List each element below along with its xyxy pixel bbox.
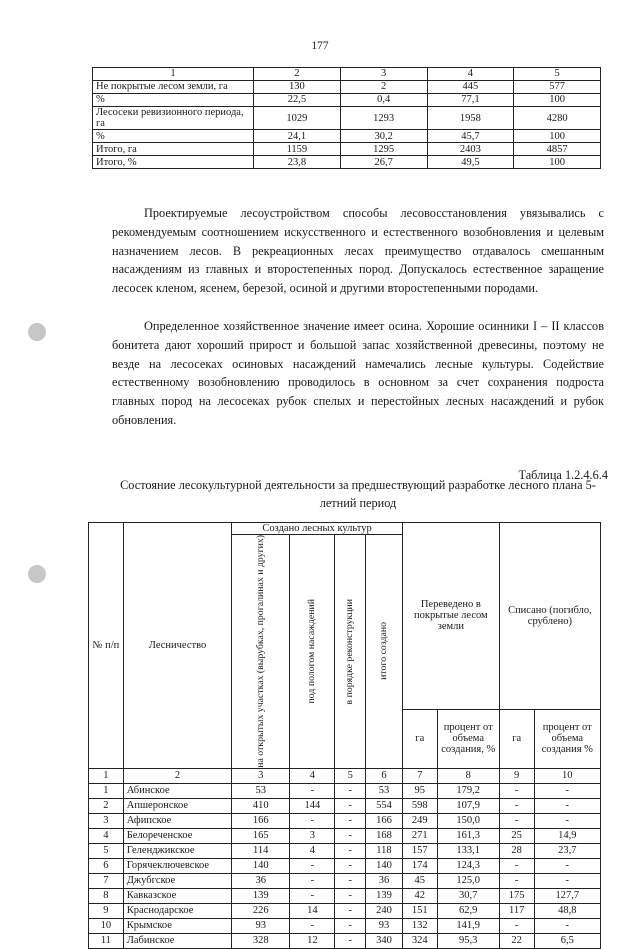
- table-row: [93, 94, 601, 107]
- table-cell: 175: [499, 888, 534, 903]
- table-cell: 36: [232, 873, 290, 888]
- header-total-created: итого создано: [366, 535, 403, 769]
- table-cell: 12: [290, 933, 335, 948]
- table-cell: -: [335, 933, 366, 948]
- table-cell: 133,1: [437, 843, 499, 858]
- table-cell: 127,7: [534, 888, 600, 903]
- table-cell: 95: [402, 783, 437, 798]
- table-cell: 165: [232, 828, 290, 843]
- header-percent2: процент от объема создания %: [534, 709, 600, 768]
- table-cell: 3: [340, 68, 427, 81]
- table-cell: Белореченское: [123, 828, 232, 843]
- table-cell: 8: [89, 888, 124, 903]
- table-cell: 22,5: [254, 94, 341, 107]
- table-cell: 95,3: [437, 933, 499, 948]
- table-cell: -: [534, 783, 600, 798]
- table-cell: 577: [514, 81, 601, 94]
- table-cell: 168: [366, 828, 403, 843]
- table-cell: 53: [232, 783, 290, 798]
- table-title: Состояние лесокультурной деятельности за предшествующий разработке лесного плана 5-летний период: [120, 478, 596, 510]
- table-cell: 445: [427, 81, 514, 94]
- table-cell: 150,0: [437, 813, 499, 828]
- table-cell: 0,4: [340, 94, 427, 107]
- table-cell: 93: [232, 918, 290, 933]
- table-cell: -: [499, 798, 534, 813]
- top-table: [92, 67, 601, 169]
- table-cell: -: [290, 783, 335, 798]
- table-cell: 1958: [427, 107, 514, 130]
- table-cell: -: [534, 873, 600, 888]
- table-cell: -: [335, 783, 366, 798]
- table-cell: 4: [427, 68, 514, 81]
- table-cell: 28: [499, 843, 534, 858]
- table-cell: -: [290, 858, 335, 873]
- table-cell: 2: [89, 798, 124, 813]
- table-row: [89, 843, 601, 858]
- table-cell: -: [499, 858, 534, 873]
- table-cell: -: [290, 888, 335, 903]
- table-cell: -: [499, 918, 534, 933]
- table-cell: Краснодарское: [123, 903, 232, 918]
- table-row: [89, 783, 601, 798]
- table-cell: Крымское: [123, 918, 232, 933]
- table-cell: 140: [366, 858, 403, 873]
- table-cell: -: [335, 858, 366, 873]
- table-cell: 598: [402, 798, 437, 813]
- table-cell: 100: [514, 130, 601, 143]
- table-cell: -: [499, 783, 534, 798]
- table-cell: -: [534, 918, 600, 933]
- paragraph: [112, 204, 604, 298]
- table-cell: 140: [232, 858, 290, 873]
- table-cell: 10: [89, 918, 124, 933]
- table-cell: 48,8: [534, 903, 600, 918]
- table-cell: 226: [232, 903, 290, 918]
- table-cell: Джубгское: [123, 873, 232, 888]
- header-num: № п/п: [89, 523, 124, 769]
- table-cell: -: [290, 918, 335, 933]
- table-cell: 161,3: [437, 828, 499, 843]
- table-cell: 3: [89, 813, 124, 828]
- table-cell: 144: [290, 798, 335, 813]
- header-written-off: Списано (погибло, срублено): [499, 523, 600, 710]
- table-cell: 249: [402, 813, 437, 828]
- table-cell: 100: [514, 94, 601, 107]
- table-cell: 45,7: [427, 130, 514, 143]
- column-number: 2: [123, 768, 232, 783]
- table-cell: 179,2: [437, 783, 499, 798]
- table-cell: -: [290, 873, 335, 888]
- header-ha: га: [402, 709, 437, 768]
- table-cell: 11: [89, 933, 124, 948]
- table-cell: 5: [89, 843, 124, 858]
- table-cell: Горячеключевское: [123, 858, 232, 873]
- header-ha2: га: [499, 709, 534, 768]
- table-cell: -: [335, 873, 366, 888]
- table-cell: 132: [402, 918, 437, 933]
- table-row: [93, 107, 601, 130]
- table-cell: 45: [402, 873, 437, 888]
- table-cell: 151: [402, 903, 437, 918]
- table-cell: -: [290, 813, 335, 828]
- table-cell: 4: [89, 828, 124, 843]
- table-cell: Апшеронское: [123, 798, 232, 813]
- table-cell: 23,7: [534, 843, 600, 858]
- table-cell: 2403: [427, 143, 514, 156]
- table-cell: 30,7: [437, 888, 499, 903]
- table-cell: 36: [366, 873, 403, 888]
- table-cell: Не покрытые лесом земли, га: [93, 81, 254, 94]
- table-cell: -: [499, 873, 534, 888]
- table-cell: Абинское: [123, 783, 232, 798]
- header-percent: процент от объема создания, %: [437, 709, 499, 768]
- column-number: 5: [335, 768, 366, 783]
- table-cell: 130: [254, 81, 341, 94]
- table-row: [89, 798, 601, 813]
- table-cell: 174: [402, 858, 437, 873]
- table-cell: 24,1: [254, 130, 341, 143]
- table-cell: 5: [514, 68, 601, 81]
- table-cell: -: [335, 813, 366, 828]
- column-number: 1: [89, 768, 124, 783]
- table-cell: 139: [366, 888, 403, 903]
- table-cell: 117: [499, 903, 534, 918]
- table-cell: Итого, %: [93, 156, 254, 169]
- table-cell: Геленджикское: [123, 843, 232, 858]
- table-cell: 53: [366, 783, 403, 798]
- table-cell: 1293: [340, 107, 427, 130]
- table-row: [89, 813, 601, 828]
- table-cell: 77,1: [427, 94, 514, 107]
- table-row: [89, 918, 601, 933]
- table-cell: 7: [89, 873, 124, 888]
- table-cell: 25: [499, 828, 534, 843]
- table-cell: Лабинское: [123, 933, 232, 948]
- header-created: Создано лесных культур: [232, 523, 403, 535]
- table-cell: 2: [340, 81, 427, 94]
- table-cell: 124,3: [437, 858, 499, 873]
- table-cell: 554: [366, 798, 403, 813]
- table-cell: 1029: [254, 107, 341, 130]
- table-cell: 139: [232, 888, 290, 903]
- table-row: [93, 156, 601, 169]
- table-row: [89, 828, 601, 843]
- table-label: Таблица 1.2.4.6.4: [518, 468, 608, 482]
- paragraph: [112, 317, 604, 430]
- column-number: 9: [499, 768, 534, 783]
- table-cell: 23,8: [254, 156, 341, 169]
- binder-hole-top: [28, 323, 46, 341]
- table-cell: -: [335, 903, 366, 918]
- table-cell: 30,2: [340, 130, 427, 143]
- table-row: [93, 143, 601, 156]
- table-cell: 22: [499, 933, 534, 948]
- table-cell: -: [335, 828, 366, 843]
- table-row: [89, 873, 601, 888]
- table-cell: 166: [232, 813, 290, 828]
- table-cell: 114: [232, 843, 290, 858]
- table-row: [93, 81, 601, 94]
- table-cell: -: [335, 798, 366, 813]
- column-number: 4: [290, 768, 335, 783]
- table-row: [93, 130, 601, 143]
- table-cell: 6: [89, 858, 124, 873]
- paragraph-text: Определенное хозяйственное значение имеет осина. Хорошие осинники I – II классов бонитета дают хороший прирост и большой запас хозяйственной древесины, поэтому не везде на лесосеках осиновых насаждений намечались лесные культуры. Содействие естественному возобновлению проводилось в основном за счет сохранения подроста главных пород на лесосеках рубок спелых и перестойных лесных насаждений и рубок обновления.: [112, 319, 604, 427]
- table-cell: 49,5: [427, 156, 514, 169]
- table-cell: 1: [89, 783, 124, 798]
- table-cell: 6,5: [534, 933, 600, 948]
- table-cell: 4: [290, 843, 335, 858]
- table-cell: 324: [402, 933, 437, 948]
- table-row: [89, 903, 601, 918]
- header-open: на открытых участках (вырубках, прогалинах и других): [232, 535, 290, 769]
- table-cell: -: [335, 888, 366, 903]
- header-forestry: Лесничество: [123, 523, 232, 769]
- column-number: 10: [534, 768, 600, 783]
- page-number: 177: [311, 40, 329, 52]
- table-cell: 1295: [340, 143, 427, 156]
- table-cell: -: [499, 813, 534, 828]
- table-cell: 1159: [254, 143, 341, 156]
- table-cell: 4280: [514, 107, 601, 130]
- table-cell: 125,0: [437, 873, 499, 888]
- table-cell: 3: [290, 828, 335, 843]
- table-row: [89, 888, 601, 903]
- table-cell: 100: [514, 156, 601, 169]
- column-number: 3: [232, 768, 290, 783]
- table-row: [89, 933, 601, 948]
- table-cell: 107,9: [437, 798, 499, 813]
- table-cell: 328: [232, 933, 290, 948]
- table-cell: -: [534, 858, 600, 873]
- table-cell: 141,9: [437, 918, 499, 933]
- table-cell: -: [534, 813, 600, 828]
- table-cell: 410: [232, 798, 290, 813]
- column-number: 7: [402, 768, 437, 783]
- table-cell: 166: [366, 813, 403, 828]
- table-cell: 62,9: [437, 903, 499, 918]
- table-cell: %: [93, 130, 254, 143]
- table-cell: 118: [366, 843, 403, 858]
- table-cell: 157: [402, 843, 437, 858]
- header-transferred: Переведено в покрытые лесом земли: [402, 523, 499, 710]
- table-row: [89, 858, 601, 873]
- column-number: 8: [437, 768, 499, 783]
- table-cell: 1: [93, 68, 254, 81]
- column-number-row: [89, 768, 601, 783]
- table-cell: 4857: [514, 143, 601, 156]
- table-cell: 93: [366, 918, 403, 933]
- table-cell: 2: [254, 68, 341, 81]
- table-cell: 42: [402, 888, 437, 903]
- table-cell: -: [335, 918, 366, 933]
- paragraph-text: Проектируемые лесоустройством способы лесовосстановления увязывались с рекомендуемым соотношением искусственного и естественного возобновления и целевым назначением лесов. В рекреационных лесах преимущество отдавалось смешанным насаждениям из главных и второстепенных пород. Допускалось естественное заращение лесосек кленом, ясенем, березой, осиной и другими второстепенными породами.: [112, 206, 604, 296]
- header-reconstruction: в порядке реконструкции: [335, 535, 366, 769]
- table-cell: -: [335, 843, 366, 858]
- binder-hole-bottom: [28, 565, 46, 583]
- forestry-culture-table: [88, 522, 601, 949]
- table-cell: 340: [366, 933, 403, 948]
- table-cell: Кавказское: [123, 888, 232, 903]
- table-cell: -: [534, 798, 600, 813]
- table-cell: 26,7: [340, 156, 427, 169]
- table-cell: 14: [290, 903, 335, 918]
- table-cell: 271: [402, 828, 437, 843]
- table-cell: 14,9: [534, 828, 600, 843]
- table-cell: Лесосеки ревизионного периода, га: [93, 107, 254, 130]
- table-cell: %: [93, 94, 254, 107]
- table-header-row: [93, 68, 601, 81]
- header-canopy: под пологом насаждений: [290, 535, 335, 769]
- table-cell: Итого, га: [93, 143, 254, 156]
- table-cell: 9: [89, 903, 124, 918]
- column-number: 6: [366, 768, 403, 783]
- table-cell: 240: [366, 903, 403, 918]
- table-cell: Афипское: [123, 813, 232, 828]
